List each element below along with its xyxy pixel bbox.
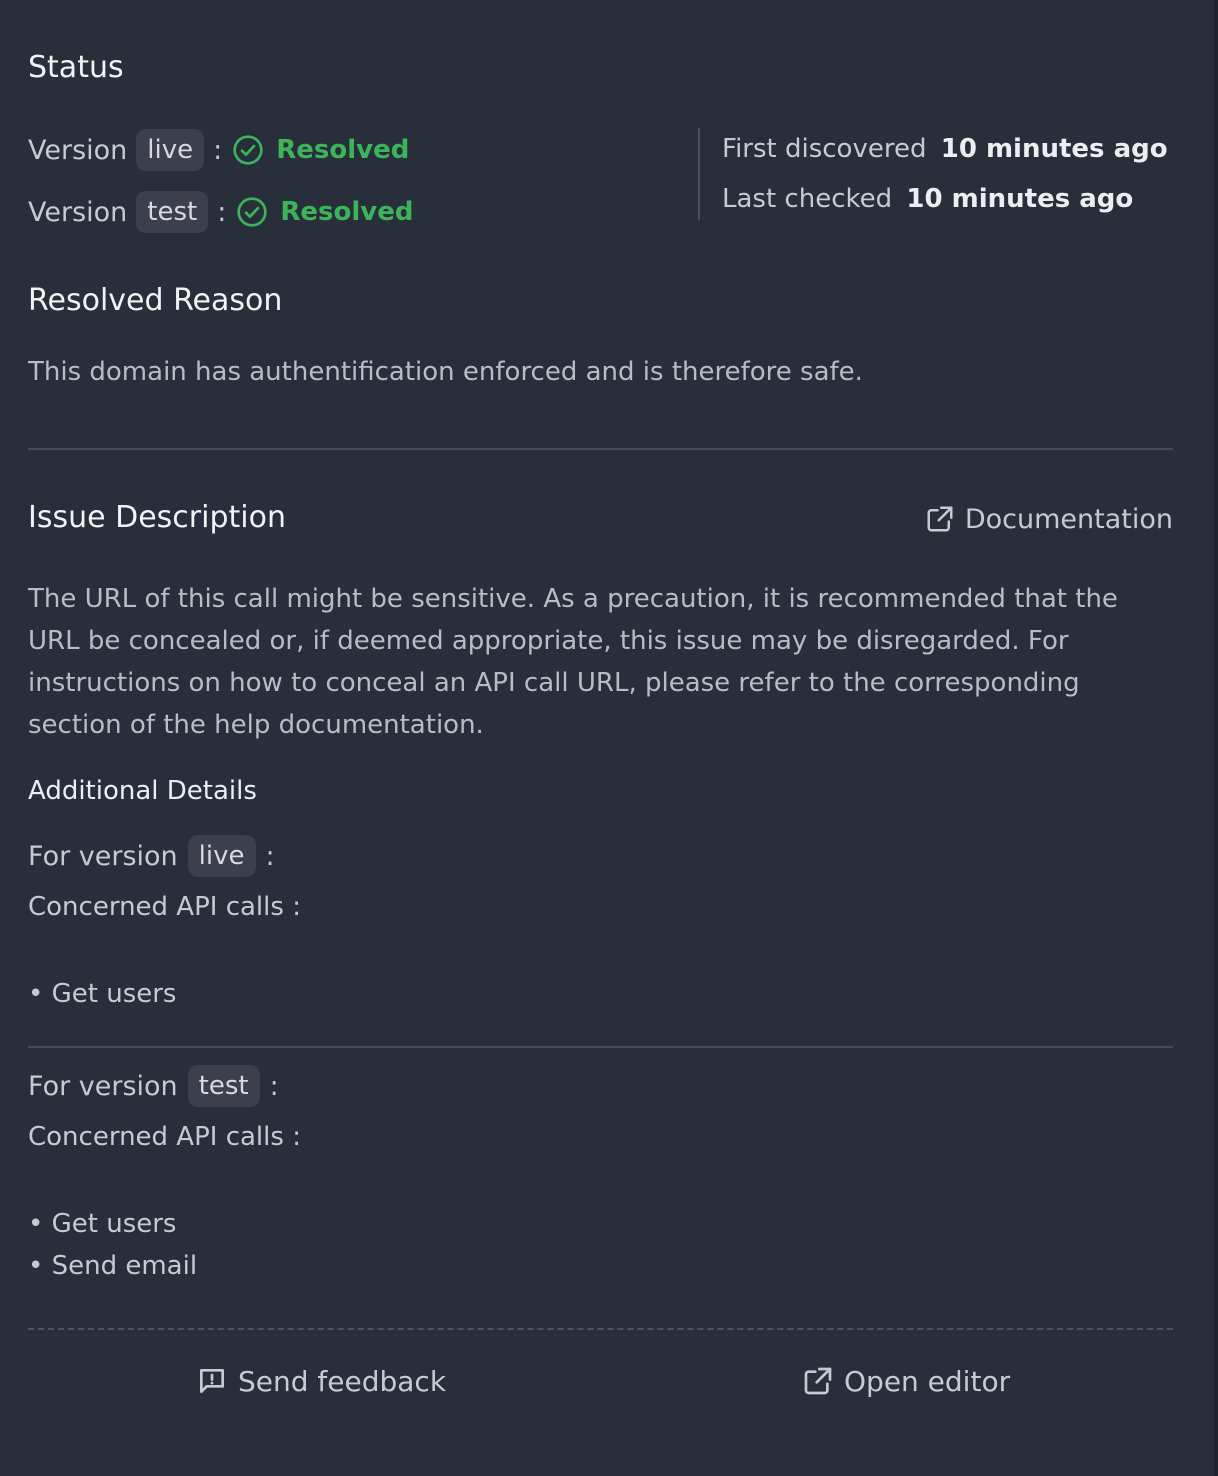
list-item: • Send email — [28, 1245, 197, 1287]
version-tag-live: live — [136, 129, 204, 171]
send-feedback-button[interactable] — [196, 1360, 446, 1402]
version-tag-live: live — [188, 835, 256, 877]
open-editor-label: Open editor — [844, 1364, 1011, 1398]
issue-description-title: Issue Description — [28, 500, 286, 535]
documentation-link-label: Documentation — [964, 503, 1173, 535]
api-call-list-test — [28, 1203, 197, 1287]
version-label: Version — [28, 196, 128, 228]
open-editor-button[interactable] — [802, 1360, 1010, 1402]
status-badge: Resolved — [276, 135, 410, 165]
separator: : — [265, 840, 275, 872]
version-group-live-header — [28, 834, 275, 878]
version-status-test — [28, 190, 413, 234]
separator: : — [213, 134, 223, 166]
separator: : — [217, 196, 227, 228]
last-checked-value: 10 minutes ago — [906, 184, 1134, 214]
status-badge: Resolved — [280, 197, 414, 227]
version-tag-test: test — [136, 191, 208, 233]
status-title: Status — [28, 50, 124, 85]
divider — [28, 448, 1173, 450]
external-link-icon — [925, 504, 955, 534]
resolved-reason-text: This domain has authentification enforced and is therefore safe. — [28, 357, 863, 387]
last-checked — [722, 178, 1168, 228]
version-group-test-header — [28, 1064, 279, 1108]
feedback-icon — [196, 1365, 228, 1397]
concerned-calls-label: Concerned API calls : — [28, 892, 301, 922]
check-circle-icon — [236, 196, 268, 228]
first-discovered — [722, 128, 1168, 178]
for-version-label: For version — [28, 840, 178, 872]
check-circle-icon — [232, 134, 264, 166]
separator: : — [269, 1070, 279, 1102]
discovery-meta — [698, 128, 1168, 220]
footer-divider — [28, 1328, 1173, 1330]
version-tag-test: test — [188, 1065, 260, 1107]
list-item: • Get users — [28, 1203, 197, 1245]
concerned-calls-label: Concerned API calls : — [28, 1122, 301, 1152]
first-discovered-label: First discovered — [722, 134, 927, 164]
for-version-label: For version — [28, 1070, 178, 1102]
external-link-icon — [802, 1365, 834, 1397]
scrollbar-edge[interactable] — [1214, 0, 1218, 1476]
issue-description-text: The URL of this call might be sensitive. As a precaution, it is recommended that the URL be concealed or, if deemed appropriate, this issue may be disregarded. For instructions on how to conceal an API call URL, please refer to the corresponding section of the help documentation. — [28, 584, 1118, 740]
first-discovered-value: 10 minutes ago — [940, 134, 1168, 164]
divider — [28, 1046, 1173, 1048]
api-call-list-live — [28, 973, 176, 1015]
send-feedback-label: Send feedback — [238, 1364, 447, 1398]
resolved-reason-title: Resolved Reason — [28, 283, 283, 318]
list-item: • Get users — [28, 973, 176, 1015]
additional-details-title: Additional Details — [28, 776, 257, 806]
version-status-live — [28, 128, 409, 172]
version-label: Version — [28, 134, 128, 166]
last-checked-label: Last checked — [722, 184, 893, 214]
documentation-link[interactable] — [925, 500, 1173, 538]
